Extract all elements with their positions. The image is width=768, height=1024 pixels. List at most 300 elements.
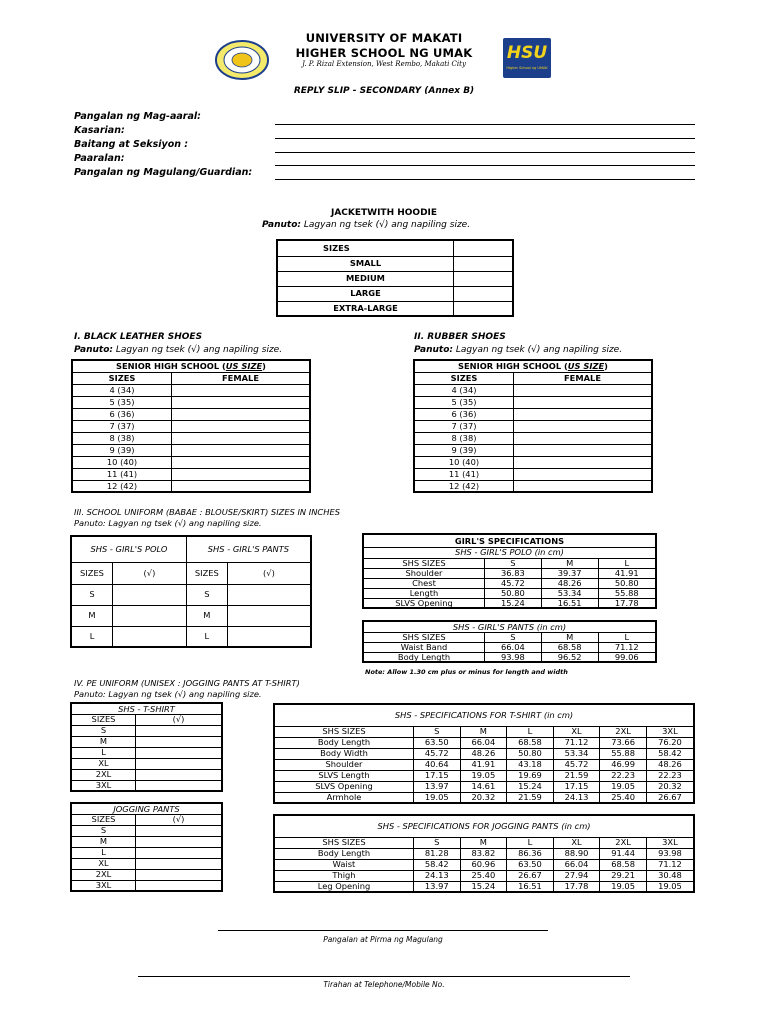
shoe-check-cell[interactable] <box>172 408 311 420</box>
pe-title: IV. PE UNIFORM (UNISEX : JOGGING PANTS AT T-SHIRT) <box>74 678 300 688</box>
spec-cell: 66.04 <box>553 859 600 870</box>
shoe-check-cell[interactable] <box>514 444 653 456</box>
spec-cell: 55.88 <box>600 748 647 759</box>
table-row <box>414 396 652 408</box>
pe-size-cell: M <box>71 736 136 747</box>
field-label-school: Paaralan: <box>74 153 125 164</box>
rubber-shoes-title: II. RUBBER SHOES <box>414 332 506 342</box>
table-row <box>363 642 656 652</box>
shoe-size-cell: 9 (39) <box>414 444 514 456</box>
parent-signature-line[interactable] <box>218 930 548 931</box>
shoe-check-cell[interactable] <box>514 480 653 492</box>
table-row <box>414 432 652 444</box>
spec-cell: 93.98 <box>485 652 542 662</box>
spec-col-header: S <box>485 632 542 642</box>
address-label: Tirahan at Telephone/Mobile No. <box>323 980 445 989</box>
spec-cell: 76.20 <box>646 737 694 748</box>
spec-col-header: M <box>541 558 598 568</box>
table-row <box>71 747 222 758</box>
rubber-shoes-panuto-text: Lagyan ng tsek (√) ang napiling size. <box>455 345 623 355</box>
spec-cell: 22.23 <box>600 770 647 781</box>
spec-cell: 66.04 <box>485 642 542 652</box>
spec-cell: Body Length <box>274 737 414 748</box>
shoe-check-cell[interactable] <box>172 480 311 492</box>
pe-check-cell[interactable] <box>136 758 223 769</box>
spec-cell: 16.51 <box>507 881 554 892</box>
spec-cell: 63.50 <box>414 737 461 748</box>
pants-sizes-label: SIZES <box>186 562 227 584</box>
spec-cell: 40.64 <box>414 759 461 770</box>
girls-pants-header: SHS - GIRL'S PANTS <box>186 536 311 562</box>
spec-cell: 15.24 <box>485 598 542 608</box>
shoe-check-cell[interactable] <box>172 396 311 408</box>
shoe-check-cell[interactable] <box>172 456 311 468</box>
spec-col-header: 2XL <box>600 726 647 737</box>
spec-cell: 46.99 <box>600 759 647 770</box>
spec-col-header: 3XL <box>646 726 694 737</box>
shoe-check-cell[interactable] <box>514 432 653 444</box>
pe-size-cell: M <box>71 836 136 847</box>
girls-pants-spec-table <box>362 620 657 663</box>
field-label-guardian: Pangalan ng Magulang/Guardian: <box>74 167 253 178</box>
shoe-col-sizes: SIZES <box>72 372 172 384</box>
polo-size-m: M <box>71 605 113 626</box>
spec-col-header: L <box>507 726 554 737</box>
table-row <box>274 781 694 792</box>
table-row <box>414 480 652 492</box>
table-row <box>71 880 222 891</box>
pe-check-label: (√) <box>136 714 223 725</box>
table-row <box>72 384 310 396</box>
spec-cell: 53.34 <box>541 588 598 598</box>
pe-size-cell: 3XL <box>71 780 136 791</box>
jacket-sizes-header: SIZES <box>277 240 454 256</box>
table-row <box>72 360 310 372</box>
spec-cell: 68.58 <box>541 642 598 652</box>
pe-check-cell[interactable] <box>136 736 223 747</box>
jacket-instructions <box>262 220 470 230</box>
shoe-check-cell[interactable] <box>514 456 653 468</box>
shoe-table-title <box>414 360 652 372</box>
field-label-grade-section: Baitang at Seksiyon : <box>74 139 189 150</box>
rubber-shoes-instructions <box>414 345 622 355</box>
pe-size-cell: L <box>71 747 136 758</box>
spec-cell: SLVS Opening <box>363 598 485 608</box>
table-row <box>274 770 694 781</box>
spec-cell: Body Length <box>274 848 414 859</box>
pe-check-cell[interactable] <box>136 825 223 836</box>
girls-polo-spec-table <box>362 533 657 609</box>
spec-cell: 50.80 <box>598 578 656 588</box>
shoe-size-cell: 5 (35) <box>414 396 514 408</box>
polo-check-l[interactable] <box>113 626 187 647</box>
table-row <box>71 703 222 714</box>
pe-table-header: JOGGING PANTS <box>71 803 222 814</box>
spec-cell: 19.05 <box>600 881 647 892</box>
pants-check-s[interactable] <box>227 584 311 605</box>
table-row <box>363 558 656 568</box>
spec-cell: Thigh <box>274 870 414 881</box>
pe-size-cell: S <box>71 825 136 836</box>
shoe-title-text: SENIOR HIGH SCHOOL ( <box>458 361 568 372</box>
table-row <box>71 736 222 747</box>
rubber-shoes-panuto-label: Panuto: <box>414 345 453 355</box>
table-row <box>414 384 652 396</box>
table-row <box>363 652 656 662</box>
shoe-check-cell[interactable] <box>514 420 653 432</box>
spec-cell: 48.26 <box>646 759 694 770</box>
spec-cell: 50.80 <box>485 588 542 598</box>
girls-spec-subtitle: SHS - GIRL'S POLO (in cm) <box>363 547 656 558</box>
pe-check-cell[interactable] <box>136 858 223 869</box>
spec-cell: 71.12 <box>646 859 694 870</box>
polo-sizes-label: SIZES <box>71 562 113 584</box>
field-line-grade-section[interactable] <box>275 152 695 153</box>
spec-cell: 19.05 <box>646 881 694 892</box>
table-row <box>72 456 310 468</box>
spec-cell: 41.91 <box>460 759 507 770</box>
pe-check-cell[interactable] <box>136 880 223 891</box>
shoe-size-cell: 8 (38) <box>414 432 514 444</box>
jacket-size-large: LARGE <box>277 286 454 301</box>
shoe-size-cell: 6 (36) <box>72 408 172 420</box>
spec-cell: 66.04 <box>460 737 507 748</box>
spec-cell: 30.48 <box>646 870 694 881</box>
pants-check-label: (√) <box>227 562 311 584</box>
table-row <box>72 432 310 444</box>
polo-check-s[interactable] <box>113 584 187 605</box>
jacket-check-large[interactable] <box>454 286 514 301</box>
spec-cell: 83.82 <box>460 848 507 859</box>
shoe-check-cell[interactable] <box>172 444 311 456</box>
spec-col-header: L <box>598 632 656 642</box>
uniform-size-table <box>70 535 312 648</box>
spec-cell: 26.67 <box>646 792 694 803</box>
pe-check-cell[interactable] <box>136 869 223 880</box>
table-row <box>71 825 222 836</box>
table-row <box>274 815 694 837</box>
shoe-check-cell[interactable] <box>172 468 311 480</box>
table-row <box>363 621 656 632</box>
document-title: REPLY SLIP - SECONDARY (Annex B) <box>293 86 475 96</box>
polo-check-label: (√) <box>113 562 187 584</box>
pants-size-l: L <box>186 626 227 647</box>
spec-cell: 19.05 <box>460 770 507 781</box>
shoe-size-cell: 7 (37) <box>414 420 514 432</box>
spec-cell: 36.83 <box>485 568 542 578</box>
table-row <box>274 759 694 770</box>
jacket-panuto-label: Panuto: <box>262 220 301 230</box>
shoe-title-text: SENIOR HIGH SCHOOL ( <box>116 361 226 372</box>
field-line-guardian[interactable] <box>275 179 695 180</box>
pants-size-m: M <box>186 605 227 626</box>
jacket-size-table <box>276 239 514 317</box>
jacket-check-xlarge[interactable] <box>454 301 514 316</box>
spec-col-header: L <box>598 558 656 568</box>
table-row <box>72 480 310 492</box>
shoe-check-cell[interactable] <box>514 468 653 480</box>
spec-col-header: XL <box>553 726 600 737</box>
shoe-table-title <box>72 360 310 372</box>
table-row <box>363 632 656 642</box>
jacket-check-medium[interactable] <box>454 271 514 286</box>
spec-cell: 29.21 <box>600 870 647 881</box>
spec-cell: 68.58 <box>507 737 554 748</box>
shoe-size-cell: 11 (41) <box>414 468 514 480</box>
spec-note: Note: Allow 1.30 cm plus or minus for length and width <box>365 668 568 676</box>
table-row <box>72 408 310 420</box>
spec-col-header: S <box>414 726 461 737</box>
spec-cell: 96.52 <box>541 652 598 662</box>
uniform-title: III. SCHOOL UNIFORM (BABAE : BLOUSE/SKIRT) SIZES IN INCHES <box>74 507 340 517</box>
spec-cell: 73.66 <box>600 737 647 748</box>
spec-cell: 16.51 <box>541 598 598 608</box>
table-row <box>71 769 222 780</box>
shoe-check-cell[interactable] <box>172 432 311 444</box>
spec-cell: 13.97 <box>414 781 461 792</box>
pe-check-cell[interactable] <box>136 847 223 858</box>
spec-cell: 19.05 <box>414 792 461 803</box>
table-row <box>71 836 222 847</box>
table-row <box>363 588 656 598</box>
spec-cell: 43.18 <box>507 759 554 770</box>
tshirt-spec-table <box>273 703 695 804</box>
pants-check-m[interactable] <box>227 605 311 626</box>
spec-cell: 21.59 <box>507 792 554 803</box>
jacket-title: JACKETWITH HOODIE <box>330 208 438 218</box>
table-row <box>363 578 656 588</box>
spec-cell: 26.67 <box>507 870 554 881</box>
spec-cell: 17.15 <box>553 781 600 792</box>
spec-cell: 25.40 <box>460 870 507 881</box>
table-row <box>274 792 694 803</box>
field-line-school[interactable] <box>275 165 695 166</box>
jogging-spec-table <box>273 814 695 893</box>
spec-table-title: SHS - SPECIFICATIONS FOR T-SHIRT (in cm) <box>274 704 694 726</box>
spec-cell: 19.05 <box>600 781 647 792</box>
spec-cell: 19.69 <box>507 770 554 781</box>
field-label-student-name: Pangalan ng Mag-aaral: <box>74 111 201 122</box>
spec-cell: 63.50 <box>507 859 554 870</box>
table-row <box>72 444 310 456</box>
table-row <box>274 748 694 759</box>
spec-cell: 14.61 <box>460 781 507 792</box>
field-label-gender: Kasarian: <box>74 125 125 136</box>
black-shoes-panuto-label: Panuto: <box>74 345 113 355</box>
spec-col-header: M <box>541 632 598 642</box>
spec-col-header: S <box>414 837 461 848</box>
table-row <box>71 858 222 869</box>
spec-cell: 24.13 <box>553 792 600 803</box>
spec-cell: 39.37 <box>541 568 598 578</box>
table-row <box>71 847 222 858</box>
spec-cell: 15.24 <box>507 781 554 792</box>
field-line-gender[interactable] <box>275 138 695 139</box>
hsu-logo-subtext: Higher School ng UMAK <box>506 66 548 70</box>
polo-check-m[interactable] <box>113 605 187 626</box>
black-shoes-instructions <box>74 345 282 355</box>
spec-col-header: 2XL <box>600 837 647 848</box>
spec-cell: 99.06 <box>598 652 656 662</box>
spec-col-header: SHS SIZES <box>363 558 485 568</box>
spec-cell: 58.42 <box>646 748 694 759</box>
pe-check-label: (√) <box>136 814 223 825</box>
spec-cell: Waist <box>274 859 414 870</box>
school-name: HIGHER SCHOOL NG UMAK <box>295 46 473 60</box>
pants-size-s: S <box>186 584 227 605</box>
table-row <box>274 737 694 748</box>
shoe-col-female: FEMALE <box>172 372 311 384</box>
spec-cell: Length <box>363 588 485 598</box>
spec-cell: 41.91 <box>598 568 656 578</box>
black-shoes-title: I. BLACK LEATHER SHOES <box>74 332 203 342</box>
spec-cell: SLVS Opening <box>274 781 414 792</box>
girls-spec-subtitle: SHS - GIRL'S PANTS (in cm) <box>363 621 656 632</box>
parent-signature-label: Pangalan at Pirma ng Magulang <box>323 935 443 944</box>
spec-cell: 50.80 <box>507 748 554 759</box>
address-line[interactable] <box>138 976 630 977</box>
field-line-student-name[interactable] <box>275 124 695 125</box>
jacket-check-small[interactable] <box>454 256 514 271</box>
spec-cell: 55.88 <box>598 588 656 598</box>
spec-cell: 88.90 <box>553 848 600 859</box>
polo-size-l: L <box>71 626 113 647</box>
school-address: J. P. Rizal Extension, West Rembo, Makati City <box>302 60 466 68</box>
spec-cell: 58.42 <box>414 859 461 870</box>
table-row <box>363 534 656 547</box>
table-row <box>363 547 656 558</box>
spec-cell: 27.94 <box>553 870 600 881</box>
spec-table-title: SHS - SPECIFICATIONS FOR JOGGING PANTS (in cm) <box>274 815 694 837</box>
table-row <box>414 360 652 372</box>
table-row <box>71 725 222 736</box>
spec-cell: 24.13 <box>414 870 461 881</box>
shoe-col-sizes: SIZES <box>414 372 514 384</box>
table-row <box>414 408 652 420</box>
spec-col-header: M <box>460 837 507 848</box>
spec-cell: 25.40 <box>600 792 647 803</box>
shoe-check-cell[interactable] <box>514 396 653 408</box>
shoe-size-cell: 6 (36) <box>414 408 514 420</box>
black-shoes-panuto-text: Lagyan ng tsek (√) ang napiling size. <box>115 345 283 355</box>
spec-cell: Body Width <box>274 748 414 759</box>
spec-cell: 81.28 <box>414 848 461 859</box>
table-row <box>414 444 652 456</box>
spec-cell: 68.58 <box>600 859 647 870</box>
table-row <box>274 704 694 726</box>
table-row <box>274 837 694 848</box>
spec-col-header: S <box>485 558 542 568</box>
spec-col-header: M <box>460 726 507 737</box>
black-shoes-table <box>71 359 311 493</box>
spec-cell: 17.78 <box>598 598 656 608</box>
spec-cell: 21.59 <box>553 770 600 781</box>
shoe-col-female: FEMALE <box>514 372 653 384</box>
pe-check-cell[interactable] <box>136 769 223 780</box>
pe-tshirt-size-table <box>70 702 223 792</box>
pe-check-cell[interactable] <box>136 780 223 791</box>
shoe-check-cell[interactable] <box>172 384 311 396</box>
shoe-check-cell[interactable] <box>172 420 311 432</box>
table-row <box>71 869 222 880</box>
spec-cell: 71.12 <box>598 642 656 652</box>
spec-cell: 71.12 <box>553 737 600 748</box>
table-row <box>71 780 222 791</box>
shoe-title-end: ) <box>262 361 266 372</box>
girls-spec-title: GIRL'S SPECIFICATIONS <box>363 534 656 547</box>
shoe-size-cell: 11 (41) <box>72 468 172 480</box>
spec-cell: Shoulder <box>274 759 414 770</box>
pe-size-cell: 2XL <box>71 869 136 880</box>
rubber-shoes-table <box>413 359 653 493</box>
shoe-size-cell: 10 (40) <box>72 456 172 468</box>
shoe-size-cell: 9 (39) <box>72 444 172 456</box>
shoe-size-cell: 5 (35) <box>72 396 172 408</box>
shoe-title-end: ) <box>604 361 608 372</box>
spec-col-header: L <box>507 837 554 848</box>
spec-cell: 17.78 <box>553 881 600 892</box>
table-row <box>363 598 656 608</box>
pe-instructions: Panuto: Lagyan ng tsek (√) ang napiling size. <box>74 689 262 699</box>
spec-cell: 15.24 <box>460 881 507 892</box>
spec-cell: 93.98 <box>646 848 694 859</box>
spec-cell: Leg Opening <box>274 881 414 892</box>
shoe-title-us-size: US SIZE <box>225 361 263 372</box>
table-row <box>274 870 694 881</box>
table-row <box>72 372 310 384</box>
table-row <box>72 468 310 480</box>
spec-col-header: 3XL <box>646 837 694 848</box>
shoe-size-cell: 7 (37) <box>72 420 172 432</box>
pe-sizes-label: SIZES <box>71 814 136 825</box>
spec-col-header: SHS SIZES <box>363 632 485 642</box>
spec-cell: 91.44 <box>600 848 647 859</box>
jacket-panuto-text: Lagyan ng tsek (√) ang napiling size. <box>303 220 471 230</box>
shoe-check-cell[interactable] <box>514 408 653 420</box>
hsu-logo-text: HSU <box>506 43 548 63</box>
table-row <box>71 714 222 725</box>
pe-size-cell: 2XL <box>71 769 136 780</box>
girls-polo-header: SHS - GIRL'S POLO <box>71 536 186 562</box>
pe-sizes-label: SIZES <box>71 714 136 725</box>
table-row <box>71 814 222 825</box>
shoe-size-cell: 10 (40) <box>414 456 514 468</box>
uniform-instructions: Panuto: Lagyan ng tsek (√) ang napiling size. <box>74 518 262 528</box>
pe-check-cell[interactable] <box>136 725 223 736</box>
pe-size-cell: XL <box>71 758 136 769</box>
pe-size-cell: S <box>71 725 136 736</box>
table-row <box>71 758 222 769</box>
spec-cell: 53.34 <box>553 748 600 759</box>
jacket-size-xlarge: EXTRA-LARGE <box>277 301 454 316</box>
spec-cell: Body Length <box>363 652 485 662</box>
shoe-size-cell: 4 (34) <box>72 384 172 396</box>
pe-check-cell[interactable] <box>136 747 223 758</box>
shoe-size-cell: 12 (42) <box>72 480 172 492</box>
shoe-check-cell[interactable] <box>514 384 653 396</box>
pe-check-cell[interactable] <box>136 836 223 847</box>
polo-size-s: S <box>71 584 113 605</box>
table-row <box>414 468 652 480</box>
jacket-size-small: SMALL <box>277 256 454 271</box>
table-row <box>414 420 652 432</box>
spec-cell: 20.32 <box>646 781 694 792</box>
spec-cell: Waist Band <box>363 642 485 652</box>
spec-cell: 60.96 <box>460 859 507 870</box>
shoe-title-us-size: US SIZE <box>567 361 605 372</box>
pants-check-l[interactable] <box>227 626 311 647</box>
pe-jogging-size-table <box>70 802 223 892</box>
